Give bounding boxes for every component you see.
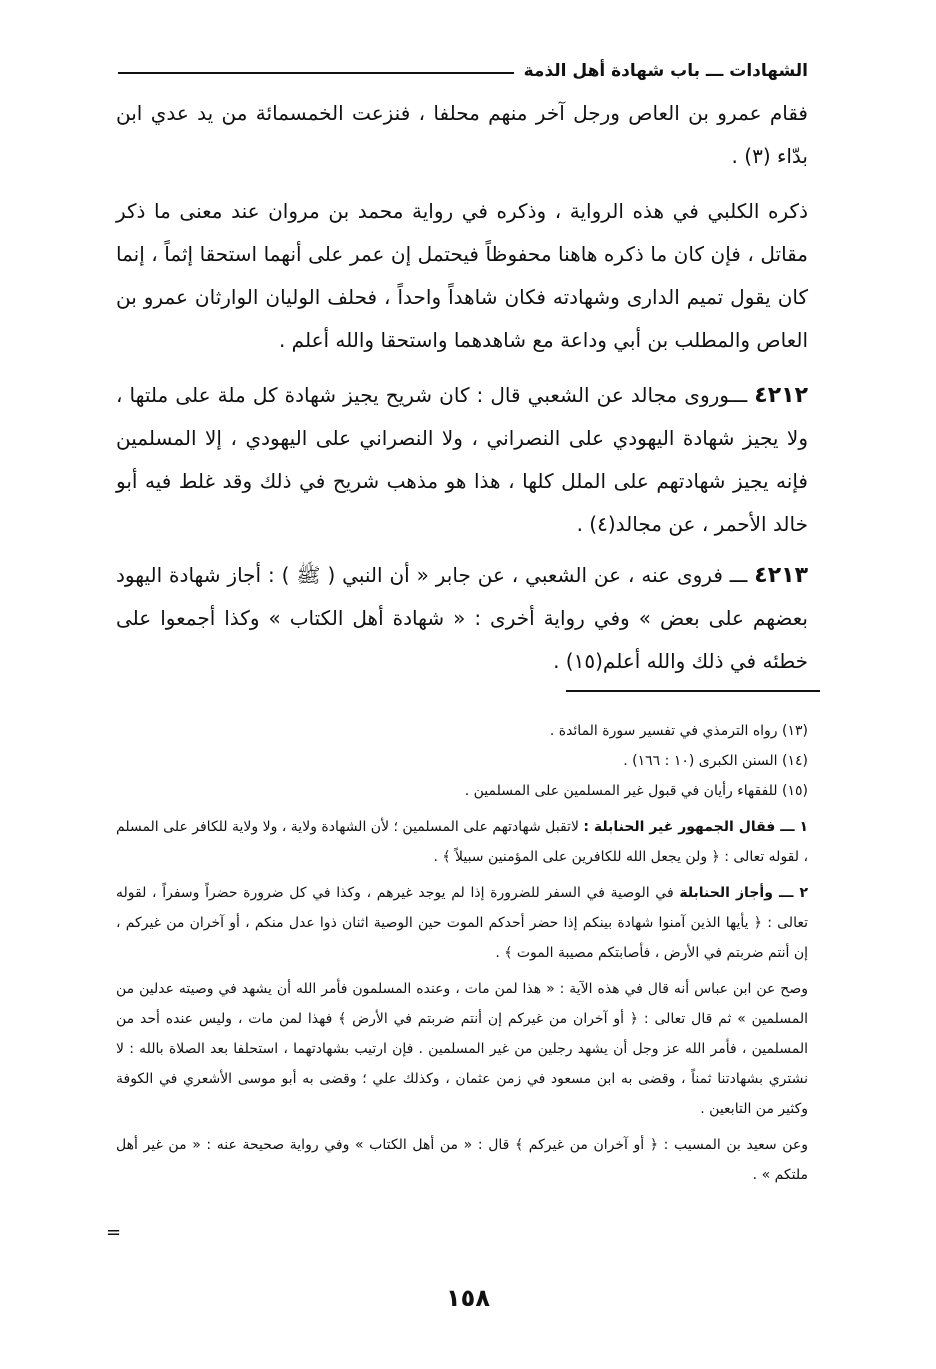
footnote-15: (١٥) للفقهاء رأيان في قبول غير المسلمين على المسلمين .	[464, 783, 808, 799]
page-number: ١٥٨	[446, 1284, 490, 1312]
header-title: الشهادات ـــ باب شهادة أهل الذمة	[523, 61, 808, 81]
continuation-mark: =	[106, 1222, 122, 1243]
note-block-2	[116, 878, 808, 968]
note-block-3: وصح عن ابن عباس أنه قال في هذه الآية : « هذا لمن مات ، وعنده المسلمون فأمر الله أن يشهد في وصيته عدلين من المسلمين » ثم قال تعالى : ﴿ أو آخران من غيركم إن أنتم ضربتم في الأرض ﴾ فهذا لمن مات ، وليس عنده أحد من المسلمين ، فأمر الله عز وجل أن يشهد رجلين من غير المسلمين . فإن ارتيب بشهادتهما ، استحلفا بعد الصلاة بالله : لا نشتري بشهادتنا ثمناً ، وقضى به ابن مسعود في زمن عثمان ، وكذلك علي ؛ وقضى به أبو موسى الأشعري في الكوفة وكثير من التابعين .	[116, 981, 808, 1117]
paragraph-3	[116, 374, 808, 546]
note-block-2-text: في الوصية في السفر للضرورة إذا لم يوجد غيرهم ، وكذا في كل ضرورة حضراً وسفراً ، لقوله تعالى : ﴿ يأيها الذين آمنوا شهادة بينكم إذا حضر أحدكم الموت حين الوصية اثنان ذوا عدل منكم ، أو آخران من غيركم ، إن أنتم ضربتم في الأرض ، فأصابتكم مصيبة الموت ﴾ .	[116, 885, 808, 961]
paragraph-4-text: ـــ فروى عنه ، عن الشعبي ، عن جابر « أن النبي ( ﷺ ) : أجاز شهادة اليهود بعضهم على بعض » وفي رواية أخرى : « شهادة أهل الكتاب » وكذا أجمعوا على خطئه في ذلك والله أعلم(١٥) .	[116, 563, 808, 673]
paragraph-4	[116, 554, 808, 683]
footnotes	[116, 716, 808, 1190]
footnote-separator	[566, 690, 820, 692]
hadith-number-4212: ٤٢١٢	[754, 383, 809, 408]
footnote-13: (١٣) رواه الترمذي في تفسير سورة المائدة .	[549, 723, 808, 739]
note-block-1-text: لاتقبل شهادتهم على المسلمين ؛ لأن الشهادة ولاية ، ولا ولاية للكافر على المسلم ، لقوله تعالى : ﴿ ولن يجعل الله للكافرين على المؤمنين سبيلاً ﴾ .	[116, 819, 808, 865]
main-text	[116, 92, 808, 683]
note-block-2-lead: ٢ ـــ وأجاز الحنابلة	[679, 885, 808, 901]
header-rule	[118, 72, 514, 74]
note-block-4: وعن سعيد بن المسيب : ﴿ أو آخران من غيركم ﴾ قال : « من أهل الكتاب » وفي رواية صحيحة عنه : « من غير أهل ملتكم » .	[116, 1137, 808, 1183]
note-block-1-lead: ١ ـــ فقال الجمهور غير الحنابلة :	[583, 819, 809, 835]
running-header	[118, 56, 808, 86]
note-block-1	[116, 812, 808, 872]
paragraph-3-text: ـــوروى مجالد عن الشعبي قال : كان شريح يجيز شهادة كل ملة على ملتها ، ولا يجيز شهادة اليهودي على النصراني ، ولا النصراني على اليهودي ، إلا المسلمين فإنه يجيز شهادتهم على الملل كلها ، هذا هو مذهب شريح في ذلك وقد غلط فيه أبو خالد الأحمر ، عن مجالد(٤) .	[116, 383, 808, 536]
hadith-number-4213: ٤٢١٣	[754, 563, 809, 588]
footnote-14: (١٤) السنن الكبرى (١٠ : ١٦٦) .	[623, 753, 808, 769]
paragraph-1: فقام عمرو بن العاص ورجل آخر منهم محلفا ، فنزعت الخمسمائة من يد عدي ابن بدّاء (٣) .	[116, 101, 808, 168]
paragraph-2: ذكره الكلبي في هذه الرواية ، وذكره في رواية محمد بن مروان عند معنى ما ذكر مقاتل ، فإن كان ما ذكره هاهنا محفوظاً فيحتمل إن عمر على أنهما استحقا إثماً ، إنما كان يقول تميم الدارى وشهادته فكان شاهداً واحداً ، فحلف الوليان الوارثان عمرو بن العاص والمطلب بن أبي وداعة مع شاهدهما واستحقا والله أعلم .	[116, 199, 808, 352]
